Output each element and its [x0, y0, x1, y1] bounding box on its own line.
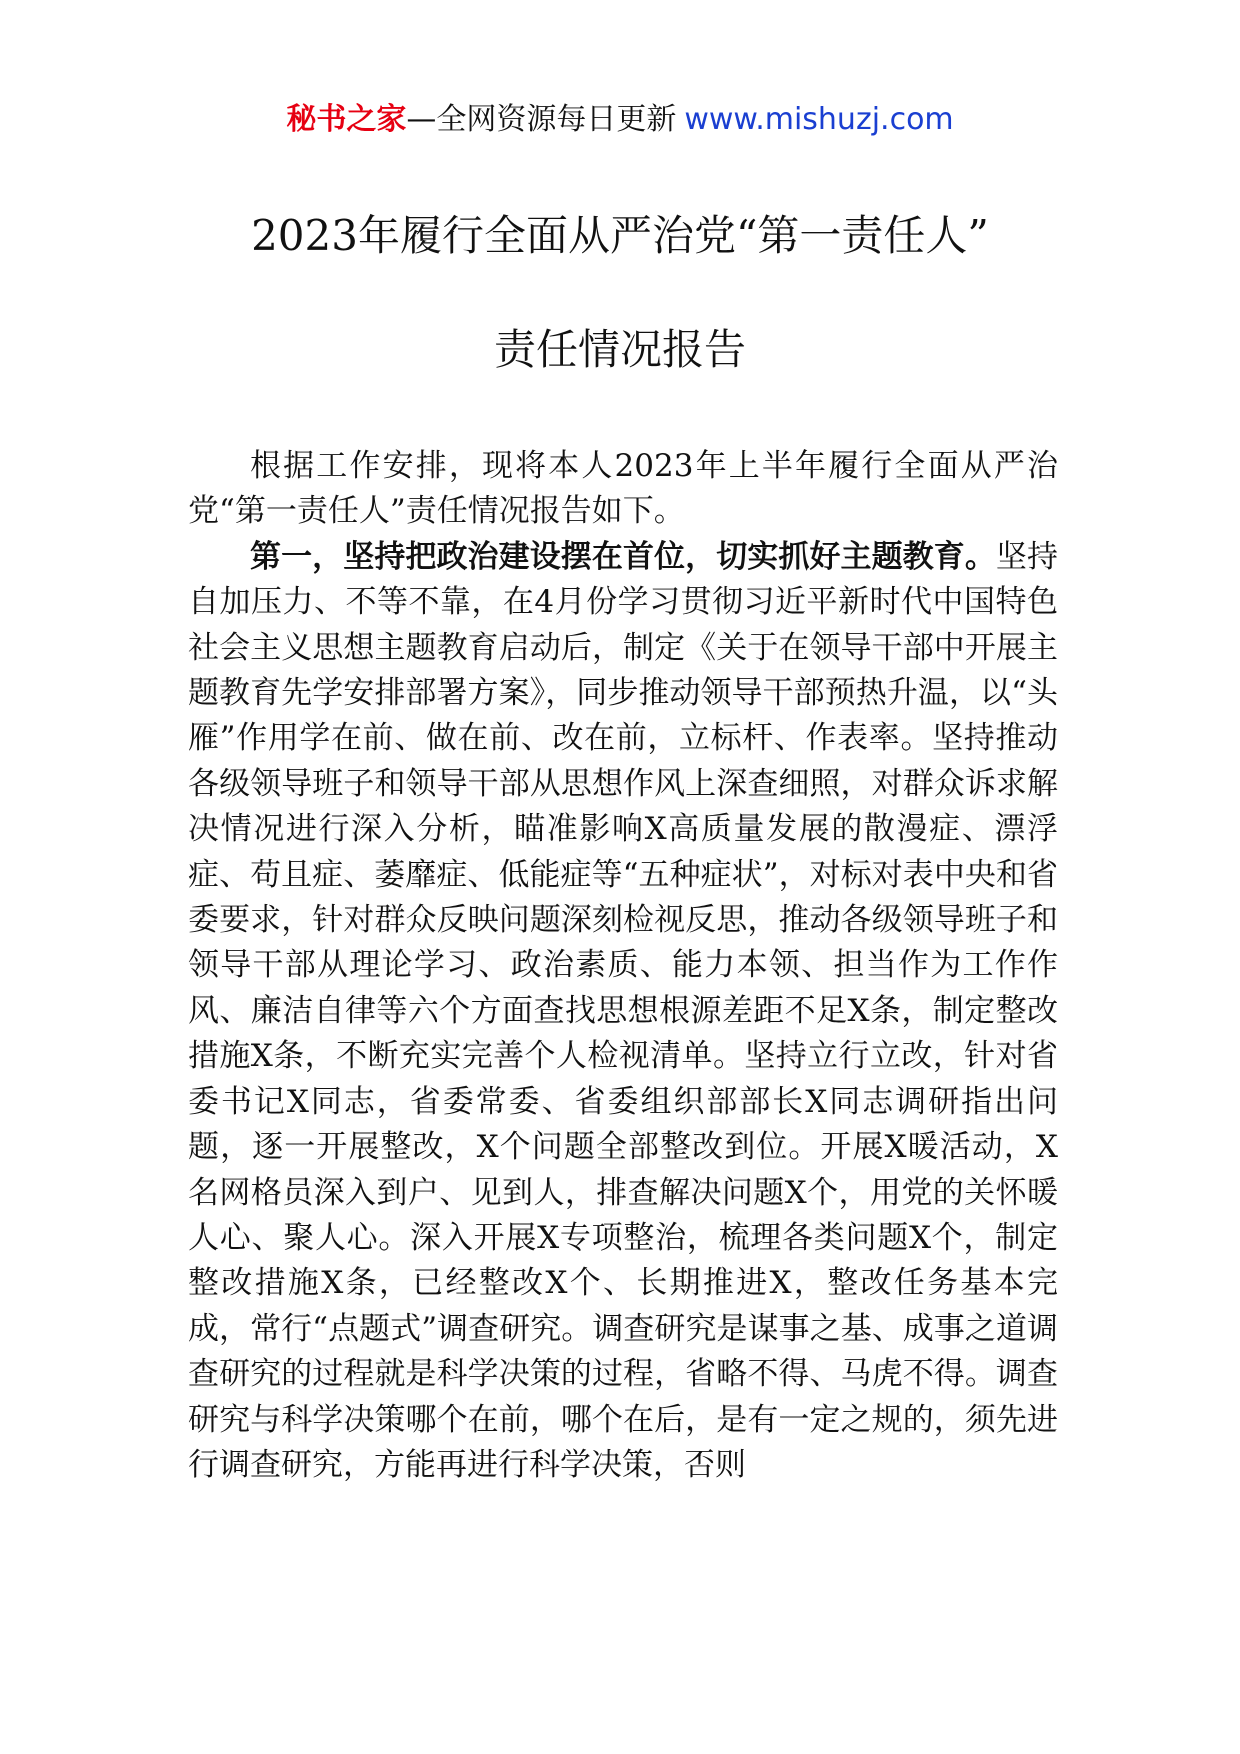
- section-one-text: 坚持自加压力、不等不靠，在4月份学习贯彻习近平新时代中国特色社会主义思想主题教育启动后，制定《关于在领导干部中开展主题教育先学安排部署方案》，同步推动领导干部预热升温，以“头雁”作用学在前、做在前、改在前，立标杆、作表率。坚持推动各级领导班子和领导干部从思想作风上深查细照，对群众诉求解决情况进行深入分析，瞄准影响X高质量发展的散漫症、漂浮症、苟且症、萎靡症、低能症等“五种症状”，对标对表中央和省委要求，针对群众反映问题深刻检视反思，推动各级领导班子和领导干部从理论学习、政治素质、能力本领、担当作为工作作风、廉洁自律等六个方面查找思想根源差距不足X条，制定整改措施X条，不断充实完善个人检视清单。坚持立行立改，针对省委书记X同志，省委常委、省委组织部部长X同志调研指出问题，逐一开展整改，X个问题全部整改到位。开展X暖活动，X名网格员深入到户、见到人，排查解决问题X个，用党的关怀暖人心、聚人心。深入开展X专项整治，梳理各类问题X个，制定整改措施X条，已经整改X个、长期推进X，整改任务基本完成，常行“点题式”调查研究。调查研究是谋事之基、成事之道调查研究的过程就是科学决策的过程，省略不得、马虎不得。调查研究与科学决策哪个在前，哪个在后，是有一定之规的，须先进行调查研究，方能再进行科学决策，否则: [188, 538, 1059, 1483]
- document-title-line-1: 2023年履行全面从严治党“第一责任人”: [251, 211, 989, 260]
- section-one-heading: 第一，坚持把政治建设摆在首位，切实抓好主题教育。: [250, 538, 996, 575]
- section-one-paragraph: [188, 535, 1058, 1489]
- intro-paragraph-text: 根据工作安排，现将本人2023年上半年履行全面从严治党“第一责任人”责任情况报告如下。: [188, 448, 1058, 530]
- header-brand: 秘书之家: [286, 102, 407, 137]
- page-header: [0, 100, 1240, 140]
- header-slogan: —全网资源每日更新: [406, 102, 677, 137]
- header-url-link[interactable]: www.mishuzj.com: [684, 102, 954, 137]
- document-title-line-2: 责任情况报告: [493, 325, 746, 374]
- intro-paragraph: [188, 444, 1058, 535]
- document-body: [188, 444, 1058, 1488]
